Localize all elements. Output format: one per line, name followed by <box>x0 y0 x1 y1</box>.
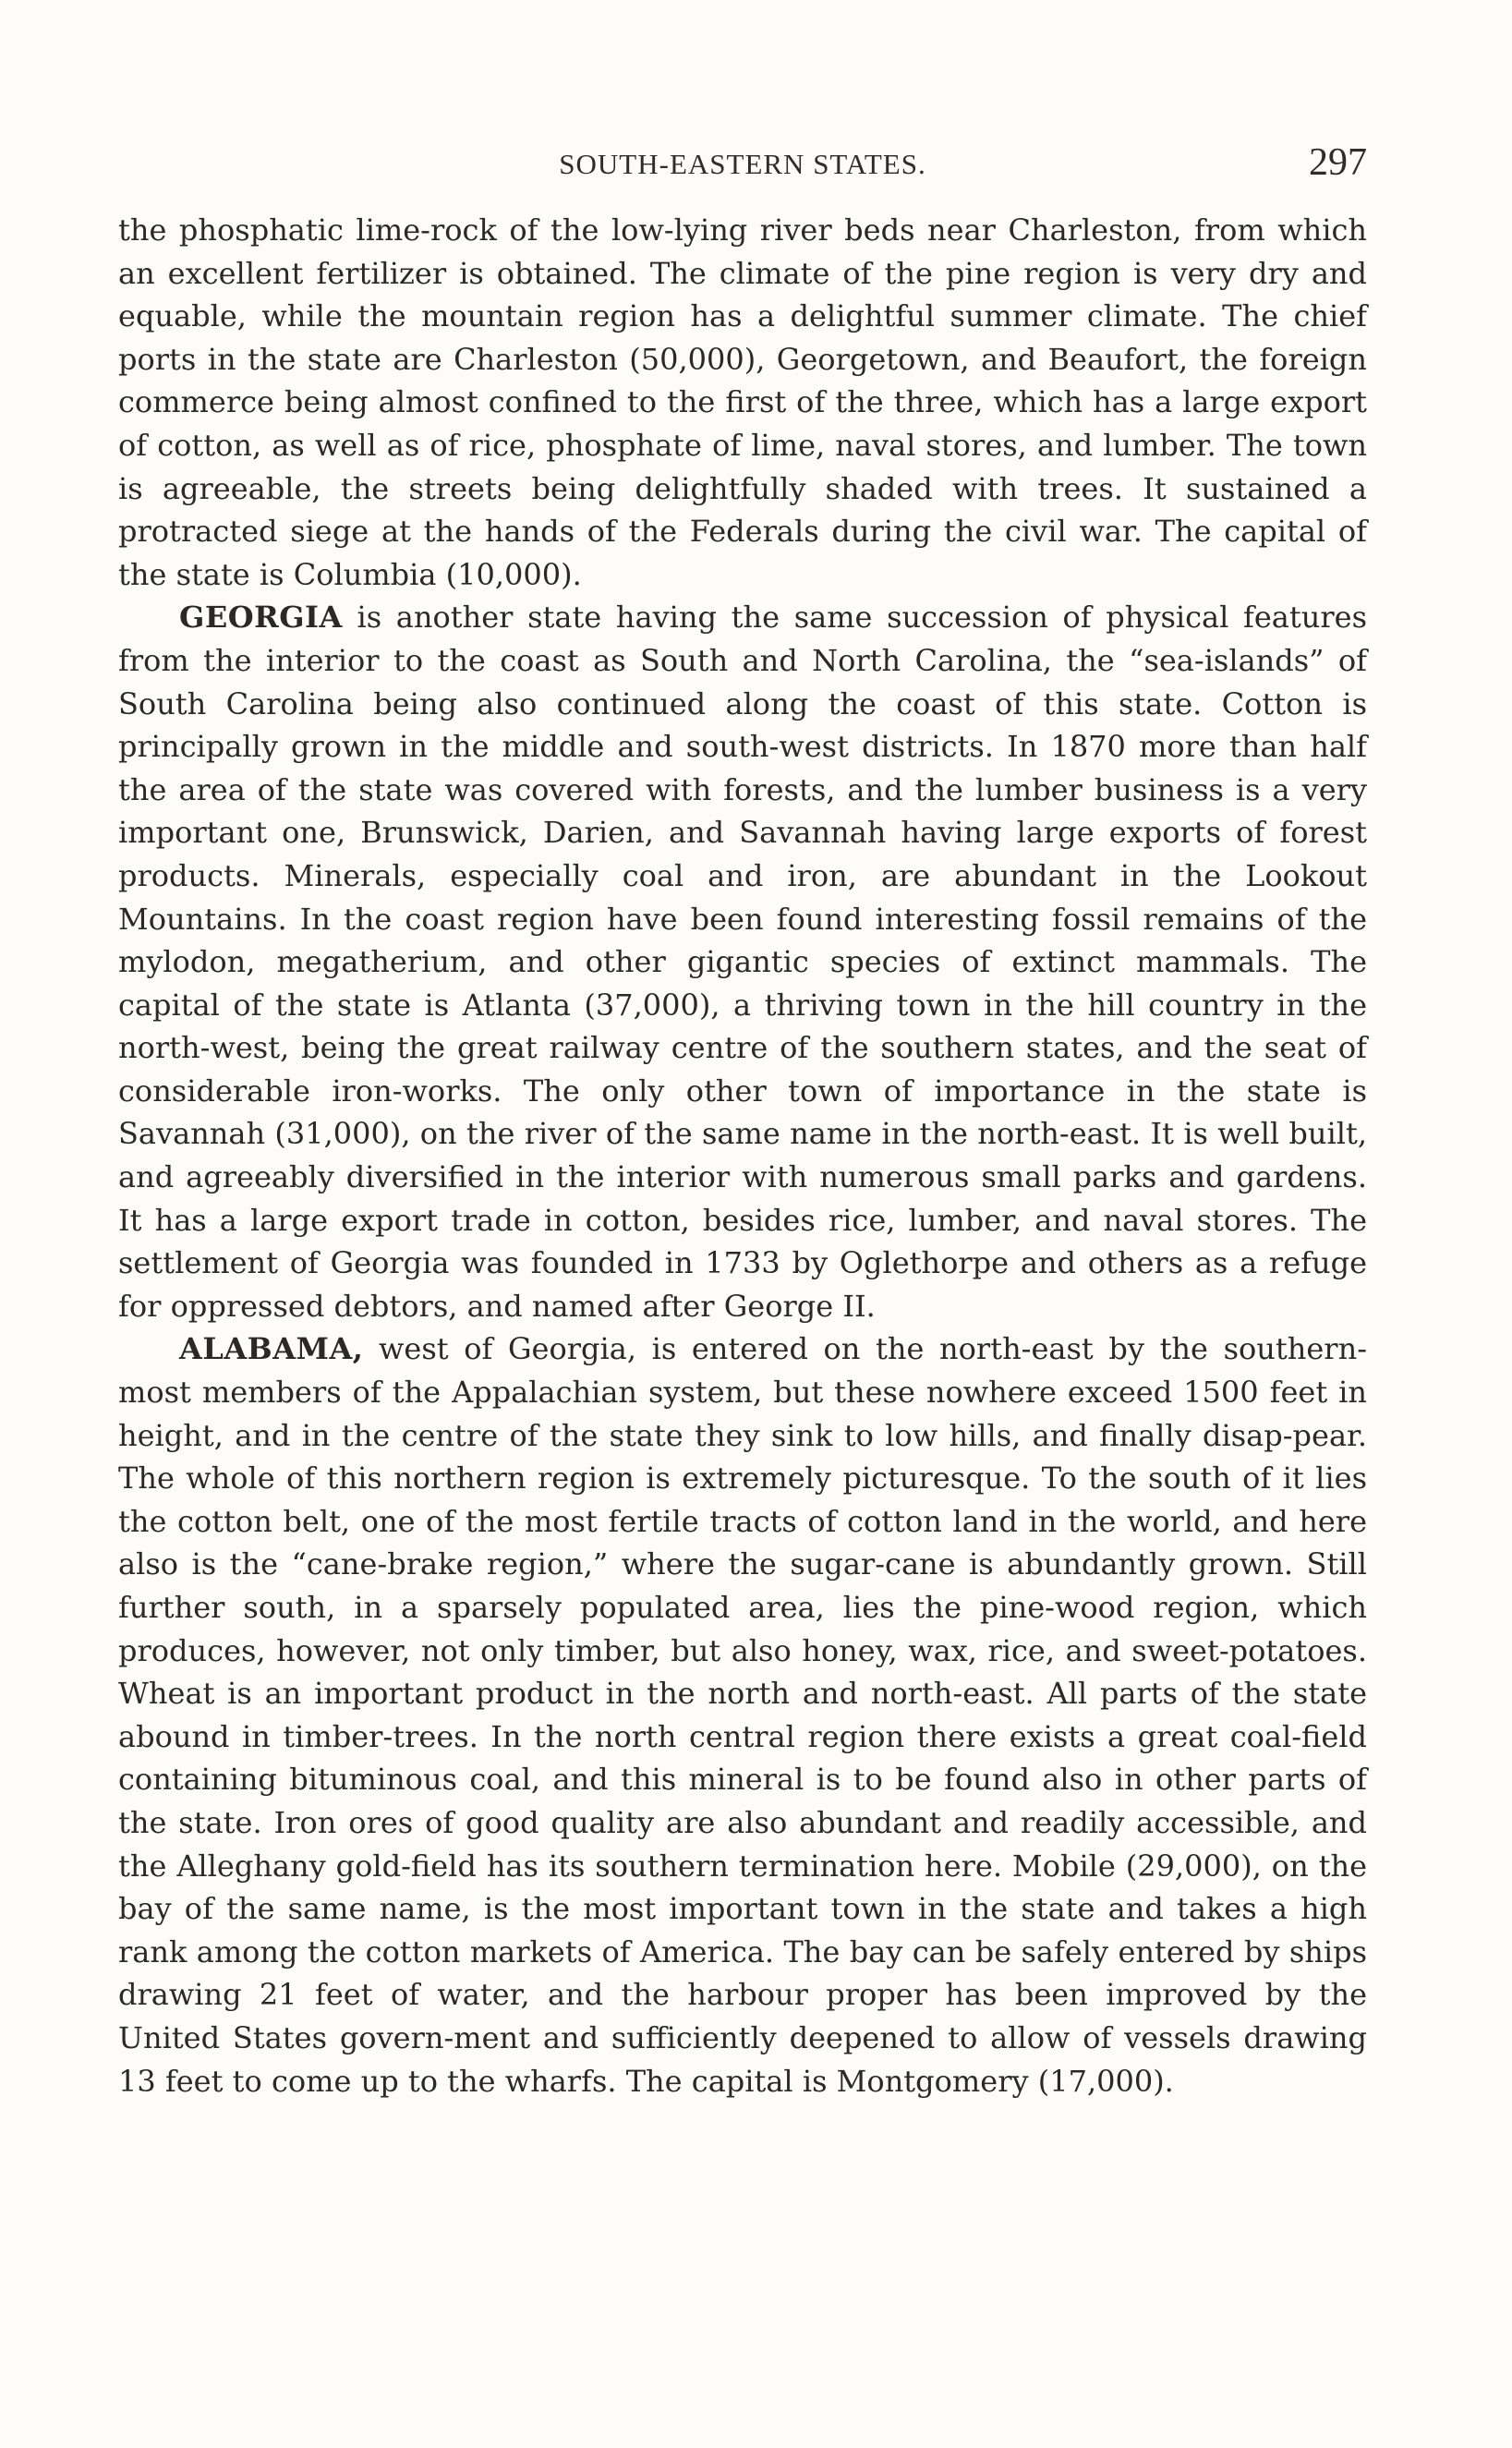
paragraph-alabama <box>118 1327 1367 2103</box>
page-number: 297 <box>1309 141 1367 184</box>
running-head <box>118 140 1367 192</box>
paragraph-text: west of Georgia, is entered on the north-east by the southern-most members of the Appalachian system, but these nowhere exceed 1500 feet in height, and in the centre of the state they sink to low hills, and finally disap-pear. The whole of this northern region is extremely picturesque. To the south of it lies the cotton belt, one of the most fertile tracts of cotton land in the world, and here also is the “cane-brake region,” where the sugar-cane is abundantly grown. Still further south, in a sparsely populated area, lies the pine-wood region, which produces, however, not only timber, but also honey, wax, rice, and sweet-potatoes. Wheat is an important product in the north and north-east. All parts of the state abound in timber-trees. In the north central region there exists a great coal-field containing bituminous coal, and this mineral is to be found also in other parts of the state. Iron ores of good quality are also abundant and readily accessible, and the Alleghany gold-field has its southern termination here. Mobile (29,000), on the bay of the same name, is the most important town in the state and takes a high rank among the cotton markets of America. The bay can be safely entered by ships drawing 21 feet of water, and the harbour proper has been improved by the United States govern-ment and sufficiently deepened to allow of vessels drawing 13 feet to come up to the wharfs. The capital is Montgomery (17,000). <box>118 1331 1367 2099</box>
paragraph-lead-alabama: ALABAMA, <box>179 1331 364 1367</box>
paragraph-text: the phosphatic lime-rock of the low-lying river beds near Charleston, from which an excellent fertilizer is obtained. The climate of the pine region is very dry and equable, while the mountain region has a delightful summer climate. The chief ports in the state are Charleston (50,000), Georgetown, and Beaufort, the foreign commerce being almost confined to the first of the three, which has a large export of cotton, as well as of rice, phosphate of lime, naval stores, and lumber. The town is agreeable, the streets being delightfully shaded with trees. It sustained a protracted siege at the hands of the Federals during the civil war. The capital of the state is Columbia (10,000). <box>118 212 1367 592</box>
paragraph-lead-georgia: GEORGIA <box>179 600 343 636</box>
paragraph-continuation <box>118 209 1367 596</box>
running-title: SOUTH-EASTERN STATES. <box>559 148 926 180</box>
paragraph-text: is another state having the same succession of physical features from the interior to the coast as South and North Carolina, the “sea-islands” of South Carolina being also continued along the coast of this state. Cotton is principally grown in the middle and south-west districts. In 1870 more than half the area of the state was covered with forests, and the lumber business is a very important one, Brunswick, Darien, and Savannah having large exports of forest products. Minerals, especially coal and iron, are abundant in the Lookout Mountains. In the coast region have been found interesting fossil remains of the mylodon, megatherium, and other gigantic species of extinct mammals. The capital of the state is Atlanta (37,000), a thriving town in the hill country in the north-west, being the great railway centre of the southern states, and the seat of considerable iron-works. The only other town of importance in the state is Savannah (31,000), on the river of the same name in the north-east. It is well built, and agreeably diversified in the interior with numerous small parks and gardens. It has a large export trade in cotton, besides rice, lumber, and naval stores. The settlement of Georgia was founded in 1733 by Oglethorpe and others as a refuge for oppressed debtors, and named after George II. <box>118 600 1367 1324</box>
paragraph-georgia <box>118 596 1367 1327</box>
body-text <box>118 209 1367 2103</box>
